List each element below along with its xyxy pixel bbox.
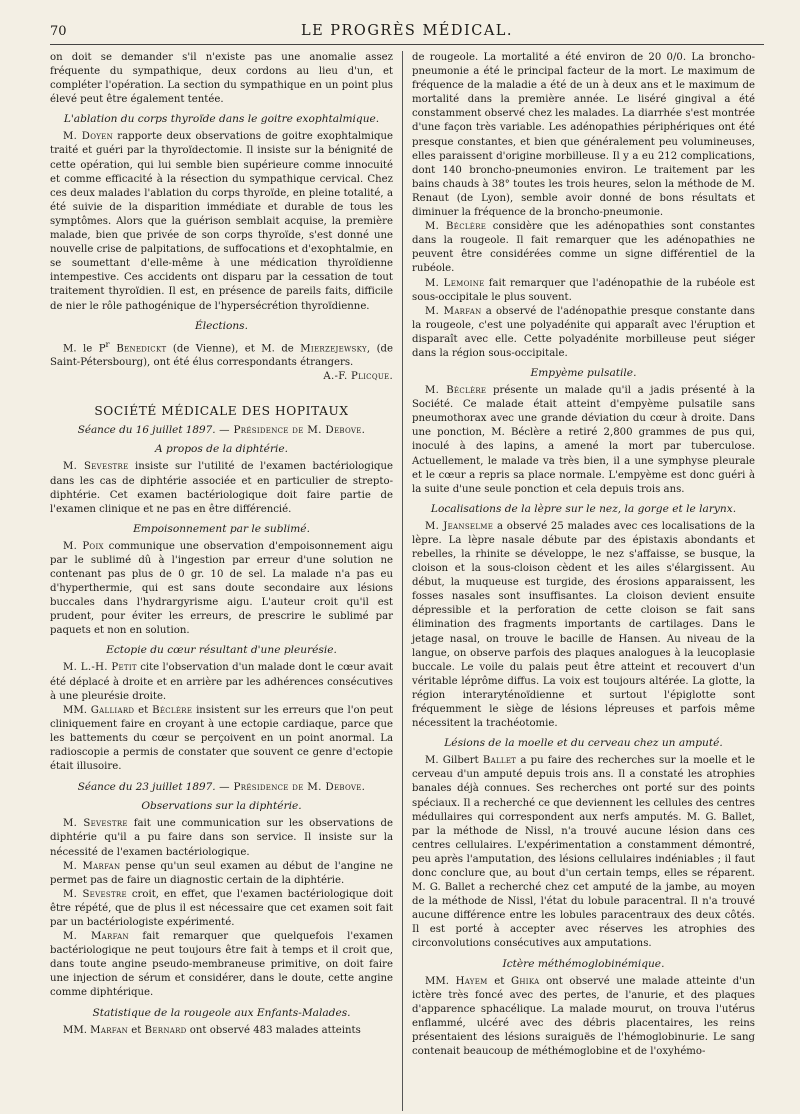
section-heading: A propos de la diphtérie.	[154, 443, 289, 456]
paragraph	[412, 277, 755, 305]
author-name: M. Marfan	[63, 931, 129, 943]
author-name: Galliard	[90, 704, 135, 716]
author-name: Bernard	[144, 1024, 187, 1036]
paragraph-text: et	[487, 975, 511, 987]
author-name: M. Béclère	[425, 221, 487, 233]
author-name: Benedickt	[109, 342, 167, 354]
paragraph-text: présente un malade qu'il a jadis présenté à la Société. Ce malade était atteint d'empyème pulsatile sans pneumothorax avec une grande déviation du cœur à droite. Dans une ponction, M. Béclère a retiré 2,800 grammes de pus qui, inoculé à des lapins, a amené la mort par tuberculose. Actuellement, le malade va très bien, il a une symphyse pleurale et le cœur a repris sa place normale. L'empyème est donc guéri à la suite d'une seule ponction et cela depuis trois ans.	[412, 385, 755, 495]
paragraph-text: MM.	[425, 975, 456, 987]
author-name: M. Marfan	[63, 860, 121, 872]
left-column	[50, 51, 402, 1111]
section-heading: L'ablation du corps thyroïde dans le goitre exophtalmique.	[63, 113, 380, 126]
session-date: Séance du 16 juillet 1897.	[77, 424, 216, 437]
section-heading: Observations sur la diphtérie.	[141, 800, 302, 813]
section-heading: Ictère méthémoglobinémique.	[502, 957, 665, 970]
author-name: M. Jeanselme	[425, 520, 494, 532]
paragraph	[50, 337, 393, 371]
paragraph	[412, 754, 755, 951]
paragraph-text: fait remarquer que quelquefois l'examen bactériologique ne peut toujours être fait à temps et il croit que, dans toute angine pseudo-membraneuse primitive, on doit faire une injection de sérum et considérer, dans le doute, cette angine comme diphtérique.	[50, 931, 393, 999]
paragraph	[412, 975, 755, 1060]
superscript: r	[105, 338, 110, 349]
paragraph-text: et	[134, 704, 153, 716]
paragraph	[412, 520, 755, 731]
paragraph-text: insiste sur l'utilité de l'examen bactériologique dans les cas de diphtérie associée et en particulier de strepto-diphtérie. Cet examen bactériologique doit faire partie de l'examen clinique et ne pas en être différencié.	[50, 461, 393, 515]
paragraph-text: a observé de l'adénopathie presque constante dans la rougeole, c'est une polyadénite qui apparaît avec l'éruption et disparaît avec elle. Cette polyadénite morbilleuse peut siéger dans la région sous-occipitale.	[412, 305, 755, 359]
paragraph	[50, 860, 393, 888]
paragraph-text: fait une communication sur les observations de diphtérie qu'il a pu faire dans son service. Il insiste sur la nécessité de l'examen bactériologique.	[50, 818, 393, 858]
section-heading: Statistique de la rougeole aux Enfants-Malades.	[92, 1006, 351, 1019]
section-heading: Lésions de la moelle et du cerveau chez un amputé.	[444, 737, 723, 750]
session-line	[50, 423, 393, 437]
author-name: Hayem	[455, 975, 488, 987]
paragraph-text: M. le P	[63, 342, 106, 354]
paragraph	[412, 220, 755, 276]
paragraph	[50, 704, 393, 774]
author-name: Ghika	[510, 975, 540, 987]
paragraph-text: MM.	[63, 1024, 91, 1036]
author-name: Marfan	[90, 1024, 129, 1036]
paragraph: de rougeole. La mortalité a été environ de 20 0/0. La broncho-pneumonie a été le principal facteur de la mort. Le maximum de fréquence de la maladie a été de un à deux ans et le maximum de mortalité dans la première année. Le liséré gingival a été constamment observé chez les malades. La diarrhée s'est montrée d'une façon très variable. Les adénopathies périphériques ont été presque constantes, et bien que généralement peu volumineuses, elles paraissent d'origine morbilleuse. Il y a eu 212 complications, dont 140 broncho-pneumonies environ. Le traitement par les bains chauds à 38° toutes les trois heures, selon la méthode de M. Renaut (de Lyon), semble avoir donné de bons résultats et diminuer la fréquence de la broncho-pneumonie.	[412, 52, 755, 219]
paragraph	[50, 460, 393, 516]
section-heading: Empyème pulsatile.	[530, 367, 637, 380]
author-name: M. Sevestre	[63, 888, 127, 900]
paragraph	[50, 130, 393, 313]
paragraph: on doit se demander s'il n'existe pas une anomalie assez fréquente du sympathique, deux cordons au lieu d'un, et compléter l'opération. La section du sympathique en un point plus élevé peut être également tentée.	[50, 52, 393, 106]
paragraph-text: (de Vienne), et M. de	[166, 342, 301, 354]
paragraph	[50, 661, 393, 703]
paragraph-text: a observé 25 malades avec ces localisations de la lèpre. La lèpre nasale débute par des épistaxis abondants et rebelles, la rhinite se développe, le nez s'affaisse, se busque, la cloison et la sous-cloison cèdent et les ailes s'élargissent. Au début, la muqueuse est turgide, des érosions apparaissent, les fosses nasales sont insuffisantes. La cloison devient ensuite dépressible et la perforation de cette cloison se fait sans élimination des fragments importants de cartilages. Dans le jetage nasal, on trouve le bacille de Hansen. Au niveau de la langue, on observe parfois des plaques analogues à la leucoplasie buccale. Le voile du palais peut être atteint et recouvert d'un véritable léprôme diffus. La voix est toujours altérée. La glotte, la région interaryténoïdienne et surtout l'épiglotte sont fréquemment le siège de lésions lépreuses et parfois même nécessitent la trachéotomie.	[412, 520, 755, 730]
paragraph-text: pense qu'un seul examen au début de l'angine ne permet pas de faire un diagnostic certain de la diphtérie.	[50, 860, 393, 886]
session-date: Séance du 23 juillet 1897.	[77, 781, 216, 794]
paragraph-text: ont observé 483 malades atteints	[186, 1024, 361, 1036]
session-presidency: — Présidence de M. Debove.	[215, 424, 366, 437]
author-name: M. Poix	[63, 540, 104, 552]
session-presidency: — Présidence de M. Debove.	[215, 781, 366, 794]
author-name: M. Sevestre	[63, 818, 128, 830]
author-name: M. L.-H. Petit	[63, 662, 137, 674]
signature: A.-F. Plicque.	[323, 371, 393, 383]
paragraph-text: ont observé une malade atteinte d'un ictère très foncé avec des pertes, de l'anurie, et des plaques d'apparence sphacélique. La malade mourut, on trouva l'utérus enflammé, ulcéré avec des débris placentaires, les reins présentaient des lésions suraiguës de l'hémoglobinurie. Le sang contenait beaucoup de méthémoglobine et de l'oxyhémo-	[412, 975, 755, 1057]
paragraph	[50, 930, 393, 1000]
paragraph	[50, 817, 393, 859]
paragraph-text: croit, en effet, que l'examen bactériologique doit être répété, que de plus il est nécessaire que cet examen soit fait par un bactériologiste expérimenté.	[50, 888, 393, 928]
author-name: M. Béclère	[425, 385, 487, 397]
paragraph-text: MM.	[63, 704, 91, 716]
section-heading: Ectopie du cœur résultant d'une pleurésie.	[106, 644, 337, 657]
paragraph	[412, 384, 755, 497]
section-heading: Localisations de la lèpre sur le nez, la gorge et le larynx.	[430, 502, 737, 515]
paragraph-text: et	[128, 1024, 145, 1036]
section-heading: Élections.	[195, 319, 248, 332]
author-name: Ballet	[482, 755, 517, 767]
paragraph-text: , (de Saint-Pétersbourg), ont été élus correspondants étrangers.	[50, 342, 393, 369]
paragraph-text: fait remarquer que l'adénopathie de la rubéole est sous-occipitale le plus souvent.	[412, 277, 755, 303]
paragraph	[50, 540, 393, 639]
author-name: M. Sevestre	[63, 461, 129, 473]
author-name: M. Lemoine	[425, 277, 485, 289]
journal-title: LE PROGRÈS MÉDICAL.	[300, 23, 514, 39]
two-column-body	[50, 51, 764, 1111]
author-name: Béclère	[152, 704, 193, 716]
session-line	[50, 780, 393, 794]
paragraph-text: a pu faire des recherches sur la moelle et le cerveau d'un amputé depuis trois ans. Il a constaté les atrophies banales déjà connues. Ses recherches ont porté sur des points spéciaux. Il a recherché ce que deviennent les cellules des centres médullaires qui correspondent aux nerfs amputés. M. G. Ballet, par la méthode de Nissl, n'a trouvé aucune lésion dans ces centres cellulaires. L'expérimentation a constamment démontré, peu après l'amputation, des lésions cellulaires indéniables ; il faut donc conclure que, au bout d'un certain temps, elles se réparent. M. G. Ballet a recherché chez cet amputé de la jambe, au moyen de la méthode de Nissl, l'état du lobule paracentral. Il n'a trouvé aucune différence entre les lobules paracentraux des deux côtés. Il est porté à accepter avec réserves les atrophies des circonvolutions consécutives aux amputations.	[412, 755, 755, 950]
author-name: M. Doyen	[63, 131, 113, 143]
paragraph-text: insistent sur les erreurs que l'on peut cliniquement faire en croyant à une ectopie cardiaque, parce que les battements du cœur se perçoivent en un point anormal. La radioscopie a permis de constater que souvent ce genre d'ectopie était illusoire.	[50, 704, 394, 773]
paragraph-text: rapporte deux observations de goitre exophtalmique traité et guéri par la thyroïdectomie. Il insiste sur la bénignité de cette opération, qui lui semble bien supérieure comme innocuité et comme efficacité à la résection du sympathique cervical. Chez ces deux malades l'ablation du corps thyroïde, en pleine totalité, a été suivie de la disparition immédiate et durable de tous les symptômes. Alors que la guérison semblait acquise, la première malade, bien que privée de son corps thyroïde, s'est donné une nouvelle crise de palpitations, de suffocations et d'exophtalmie, en se soumettant d'elle-même à une médication thyroïdienne intempestive. Ces accidents ont disparu par la cessation de tout traitement thyroïdien. Il est, en présence de pareils faits, difficile de nier le rôle pathogénique de l'hypersécrétion thyroïdienne.	[50, 131, 393, 312]
running-header	[50, 18, 764, 45]
paragraph	[412, 305, 755, 361]
paragraph-text: considère que les adénopathies sont constantes dans la rougeole. Il fait remarquer que les adénopathies ne peuvent être considérées comme un signe différentiel de la rubéole.	[412, 221, 755, 275]
paragraph-text: communique une observation d'empoisonnement aigu par le sublimé dû à l'ingestion par erreur d'une solution ne contenant pas plus de 0 gr. 10 de sel. La malade n'a pas eu d'hyperthermie, qui est sans doute secondaire aux lésions buccales dans l'hydrargyrisme aigu. L'auteur croit qu'il est prudent, pour éviter les erreurs, de prescrire le sublimé par paquets et non en solution.	[50, 540, 393, 637]
section-heading: Empoisonnement par le sublimé.	[133, 522, 310, 535]
page-number: 70	[50, 24, 67, 39]
author-name: Mierzejewsky	[300, 342, 367, 354]
right-column	[402, 51, 755, 1111]
paragraph	[50, 1024, 393, 1038]
paragraph-text: M. Gilbert	[425, 755, 483, 767]
paragraph-text: cite l'observation d'un malade dont le cœur avait été déplacé à droite et en arrière par les adhérences consécutives à une pleurésie droite.	[50, 662, 393, 702]
paragraph	[50, 888, 393, 930]
author-name: M. Marfan	[425, 305, 482, 317]
society-heading: SOCIÉTÉ MÉDICALE DES HOPITAUX	[94, 404, 349, 419]
